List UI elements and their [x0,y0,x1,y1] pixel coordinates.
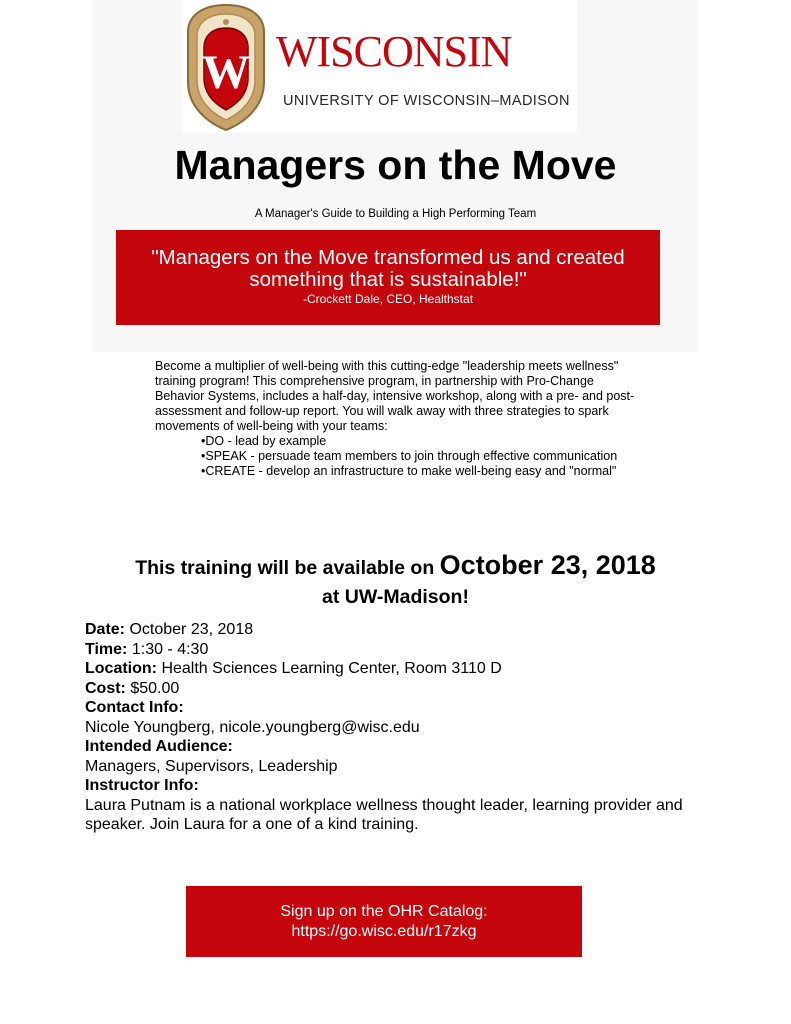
audience-value: Managers, Supervisors, Leadership [85,757,338,775]
availability-announcement [60,548,731,609]
crest-letter: W [202,46,250,99]
availability-date: October 23, 2018 [439,550,656,580]
page-subtitle: A Manager's Guide to Building a High Performing Team [254,208,537,220]
contact-label: Contact Info: [85,699,184,716]
audience-label: Intended Audience: [85,738,233,755]
detail-time [85,640,685,660]
testimonial-author: -Crockett Dale, CEO, Healthstat [302,292,474,306]
logo-subline: UNIVERSITY OF WISCONSIN–MADISON [283,93,570,109]
availability-prefix: This training will be available on [135,557,435,579]
program-description [155,359,635,479]
event-details [85,620,685,835]
instructor-label: Instructor Info: [85,777,199,794]
contact-value: Nicole Youngberg, nicole.youngberg@wisc.edu [85,718,420,736]
location-value: Health Sciences Learning Center, Room 3110 D [161,660,502,677]
signup-link[interactable]: https://go.wisc.edu/r17zkg [291,923,477,940]
logo-wordmark: WISCONSIN [276,27,512,76]
page-title: Managers on the Move [174,142,617,188]
availability-location: at UW-Madison! [322,586,469,608]
cost-value: $50.00 [130,679,180,697]
date-value: October 23, 2018 [129,621,254,638]
crest-icon [182,2,270,133]
strategy-list [155,434,635,479]
time-value: 1:30 - 4:30 [131,640,209,658]
detail-location [85,659,685,679]
strategy-item-do: •DO - lead by example [201,434,327,448]
testimonial-banner [116,230,660,325]
signup-banner[interactable] [186,886,582,957]
detail-cost [85,679,685,699]
signup-text: Sign up on the OHR Catalog: [280,903,488,920]
instructor-value: Laura Putnam is a national workplace wellness thought leader, learning provider and speaker. Join Laura for a one of a kind training. [85,796,683,833]
time-label: Time: [85,640,128,658]
strategy-item-speak: •SPEAK - persuade team members to join through effective communication [201,449,618,463]
cost-label: Cost: [85,679,126,697]
date-label: Date: [85,621,126,638]
intro-paragraph: Become a multiplier of well-being with this cutting-edge "leadership meets wellness" training program! This comprehensive program, in partnership with Pro-Change Behavior Systems, includes a half-day, intensive workshop, along with a pre- and post-assessment and follow-up report. You will walk away with three strategies to spark movements of well-being with your teams: [155,359,635,433]
strategy-item-create: •CREATE - develop an infrastructure to make well-being easy and "normal" [201,464,617,478]
location-label: Location: [85,660,157,677]
detail-date [85,620,685,640]
uw-madison-logo [182,0,577,133]
testimonial-quote: "Managers on the Move transformed us and created something that is sustainable!" [151,246,625,291]
